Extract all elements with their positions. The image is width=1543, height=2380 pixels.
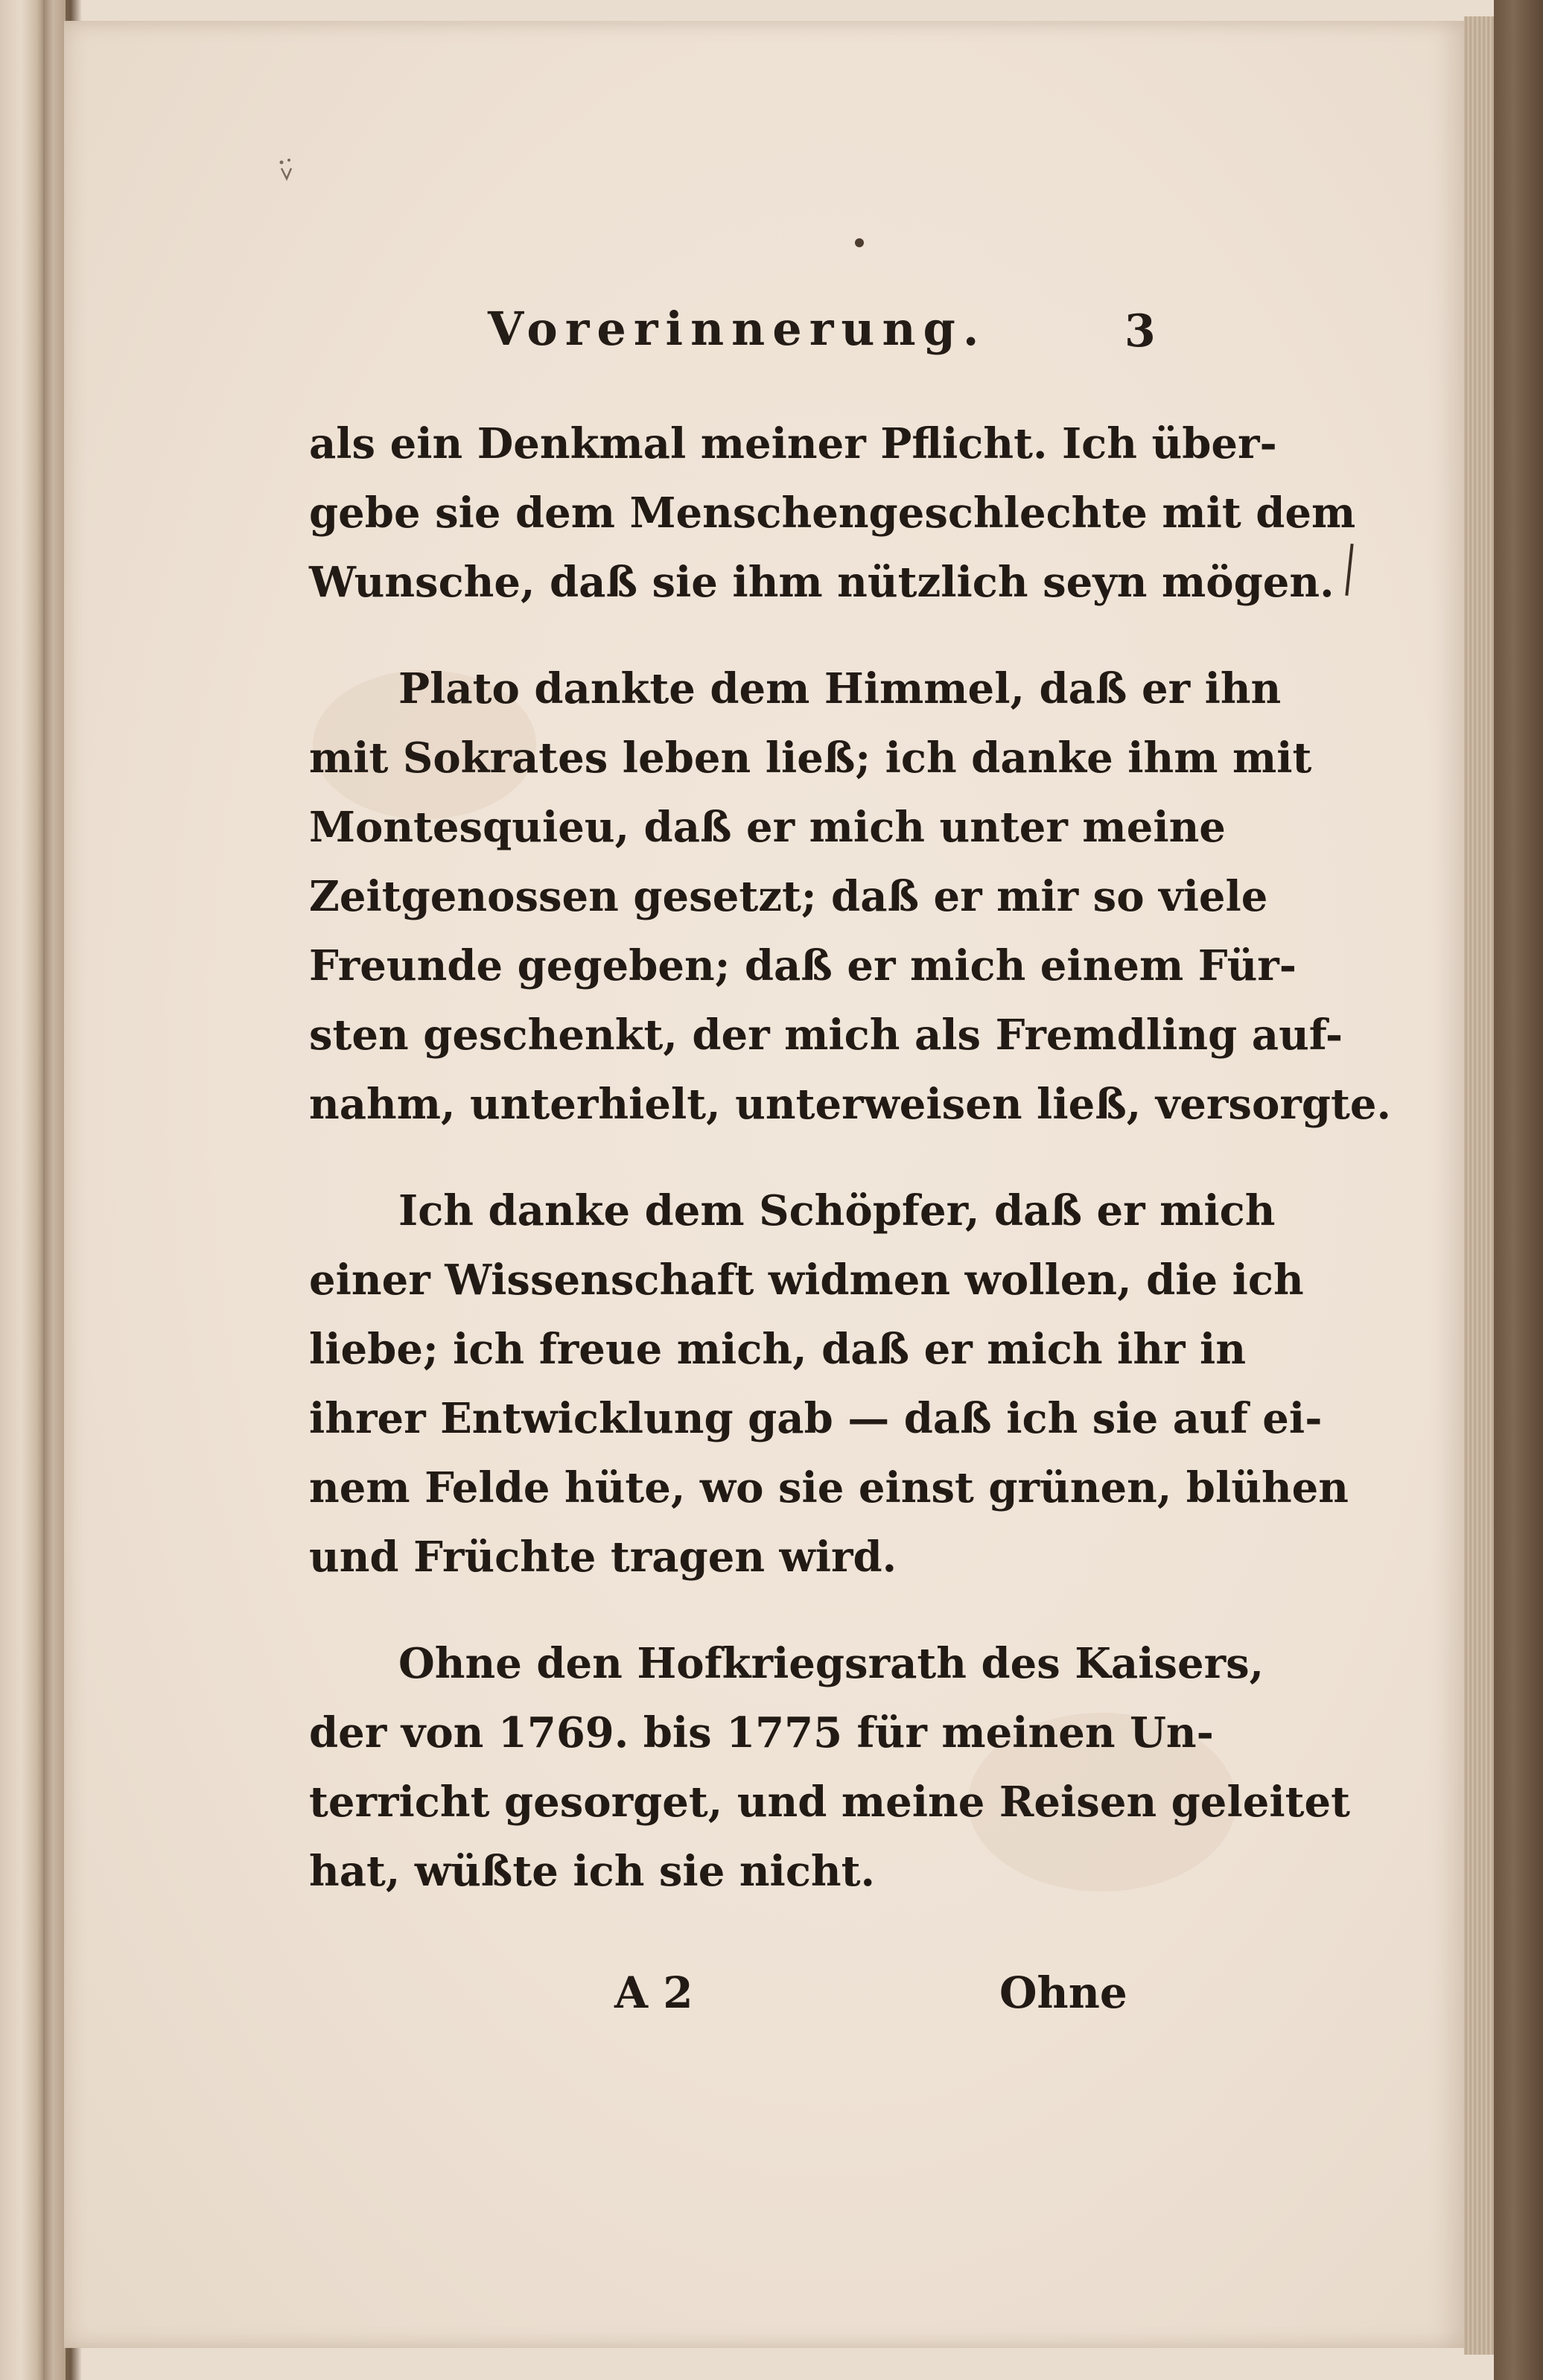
text-line: terricht gesorget, und meine Reisen geleitet (309, 1778, 1350, 1827)
book-gutter (43, 0, 66, 2380)
ink-speck-icon (277, 156, 296, 182)
text-line: Freunde gegeben; daß er mich einem Für- (309, 941, 1297, 990)
signature-mark: A 2 (614, 1967, 693, 2018)
ink-dot (855, 238, 864, 247)
text-line: sten geschenkt, der mich als Fremdling auf- (309, 1011, 1343, 1060)
text-line: gebe sie dem Menschengeschlechte mit dem (309, 489, 1356, 538)
book-cover-edge (1494, 0, 1543, 2380)
text-line: Montesquieu, daß er mich unter meine (309, 803, 1226, 852)
paragraph (309, 655, 1391, 1139)
text-line: der von 1769. bis 1775 für meinen Un- (309, 1708, 1214, 1757)
text-line: hat, wüßte ich sie nicht. (309, 1847, 875, 1896)
paragraph (309, 410, 1356, 617)
text-line: als ein Denkmal meiner Pflicht. Ich über- (309, 419, 1277, 468)
paragraph (309, 1629, 1350, 1906)
text-line: liebe; ich freue mich, daß er mich ihr in (309, 1325, 1247, 1374)
paragraph (309, 1177, 1349, 1592)
text-line: ihrer Entwicklung gab — daß ich sie auf ei- (309, 1394, 1323, 1443)
body-text (309, 410, 1391, 1906)
text-line: Ich danke dem Schöpfer, daß er mich (398, 1186, 1276, 1235)
text-line: und Früchte tragen wird. (309, 1533, 897, 1582)
text-line: Plato dankte dem Himmel, daß er ihn (398, 664, 1282, 713)
text-line: einer Wissenschaft widmen wollen, die ich (309, 1256, 1304, 1305)
facing-page-edge (0, 0, 45, 2380)
text-line: Wunsche, daß sie ihm nützlich seyn mögen. (309, 558, 1334, 607)
page-number: 3 (1124, 305, 1156, 357)
text-line: nahm, unterhielt, unterweisen ließ, versorgte. (309, 1080, 1391, 1129)
catchword: Ohne (999, 1967, 1127, 2018)
text-line: mit Sokrates leben ließ; ich danke ihm mit (309, 734, 1312, 783)
page-block-edges (1464, 16, 1494, 2355)
text-line: nem Felde hüte, wo sie einst grünen, blühen (309, 1463, 1349, 1512)
text-line: Ohne den Hofkriegsrath des Kaisers, (398, 1639, 1264, 1688)
running-head: Vorerinnerung. (488, 302, 987, 356)
text-line: Zeitgenossen gesetzt; daß er mir so viele (309, 872, 1268, 921)
